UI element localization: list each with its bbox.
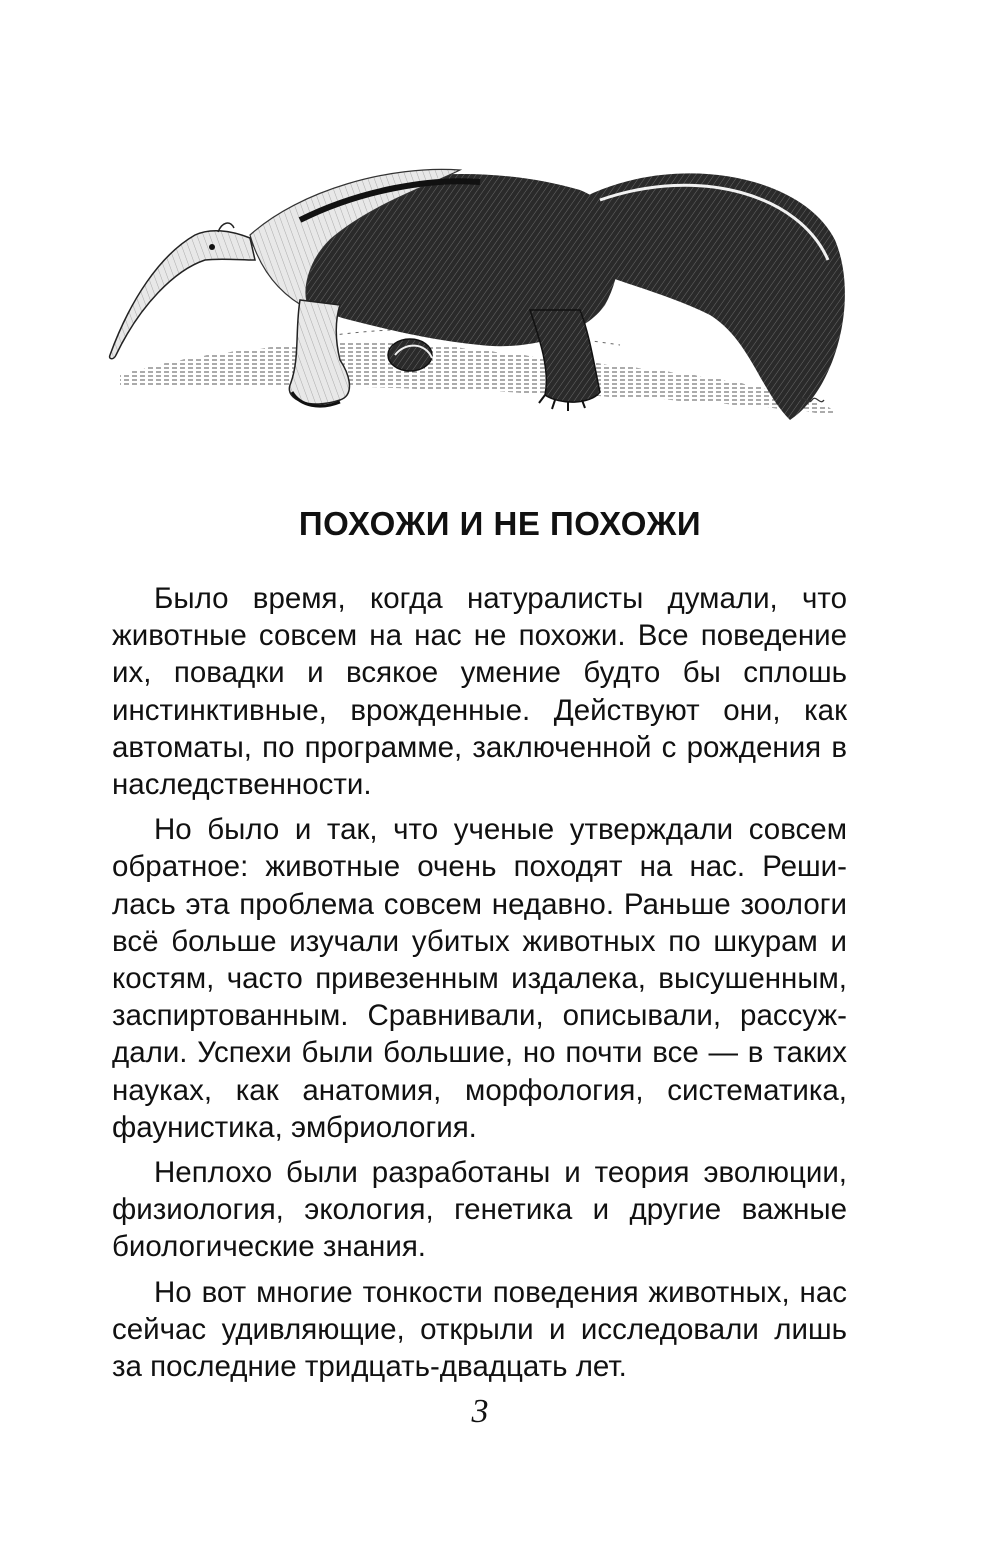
paragraph: Было время, когда натуралисты думали, что животные совсем на нас не похожи. Все поведение их, повадки и всякое умение будто бы сплошь инстинктивные, врожденные. Действуют они, как автоматы, по программе, заключенной с рождения в наследственности. xyxy=(112,582,847,802)
paragraph: Неплохо были разработаны и теория эволюции, физиология, экология, генетика и другие важные биологические знания. xyxy=(112,1156,847,1264)
anteater-icon xyxy=(100,110,860,430)
paragraph: Но было и так, что ученые утверждали совсем обратное: животные очень походят на нас. Решилась эта проблема совсем недавно. Раньше зоологи всё больше изучали убитых животных по шкурам и костям, часто привезенным издалека, высушенным, заспиртованным. Сравнивали, описывали, рассуждали. Успехи были большие, но почти все — в таких науках, как анатомия, морфология, систематика, фаунистика, эмбриология. xyxy=(112,813,847,1144)
page-number: 3 xyxy=(471,1393,489,1430)
anteater-illustration xyxy=(100,110,860,430)
paragraph: Но вот многие тонкости поведения животных, нас сейчас удивляющие, открыли и исследовали лишь за последние тридцать-двадцать лет. xyxy=(112,1275,847,1384)
body-text xyxy=(112,580,847,1393)
chapter-title: ПОХОЖИ И НЕ ПОХОЖИ xyxy=(298,505,702,542)
